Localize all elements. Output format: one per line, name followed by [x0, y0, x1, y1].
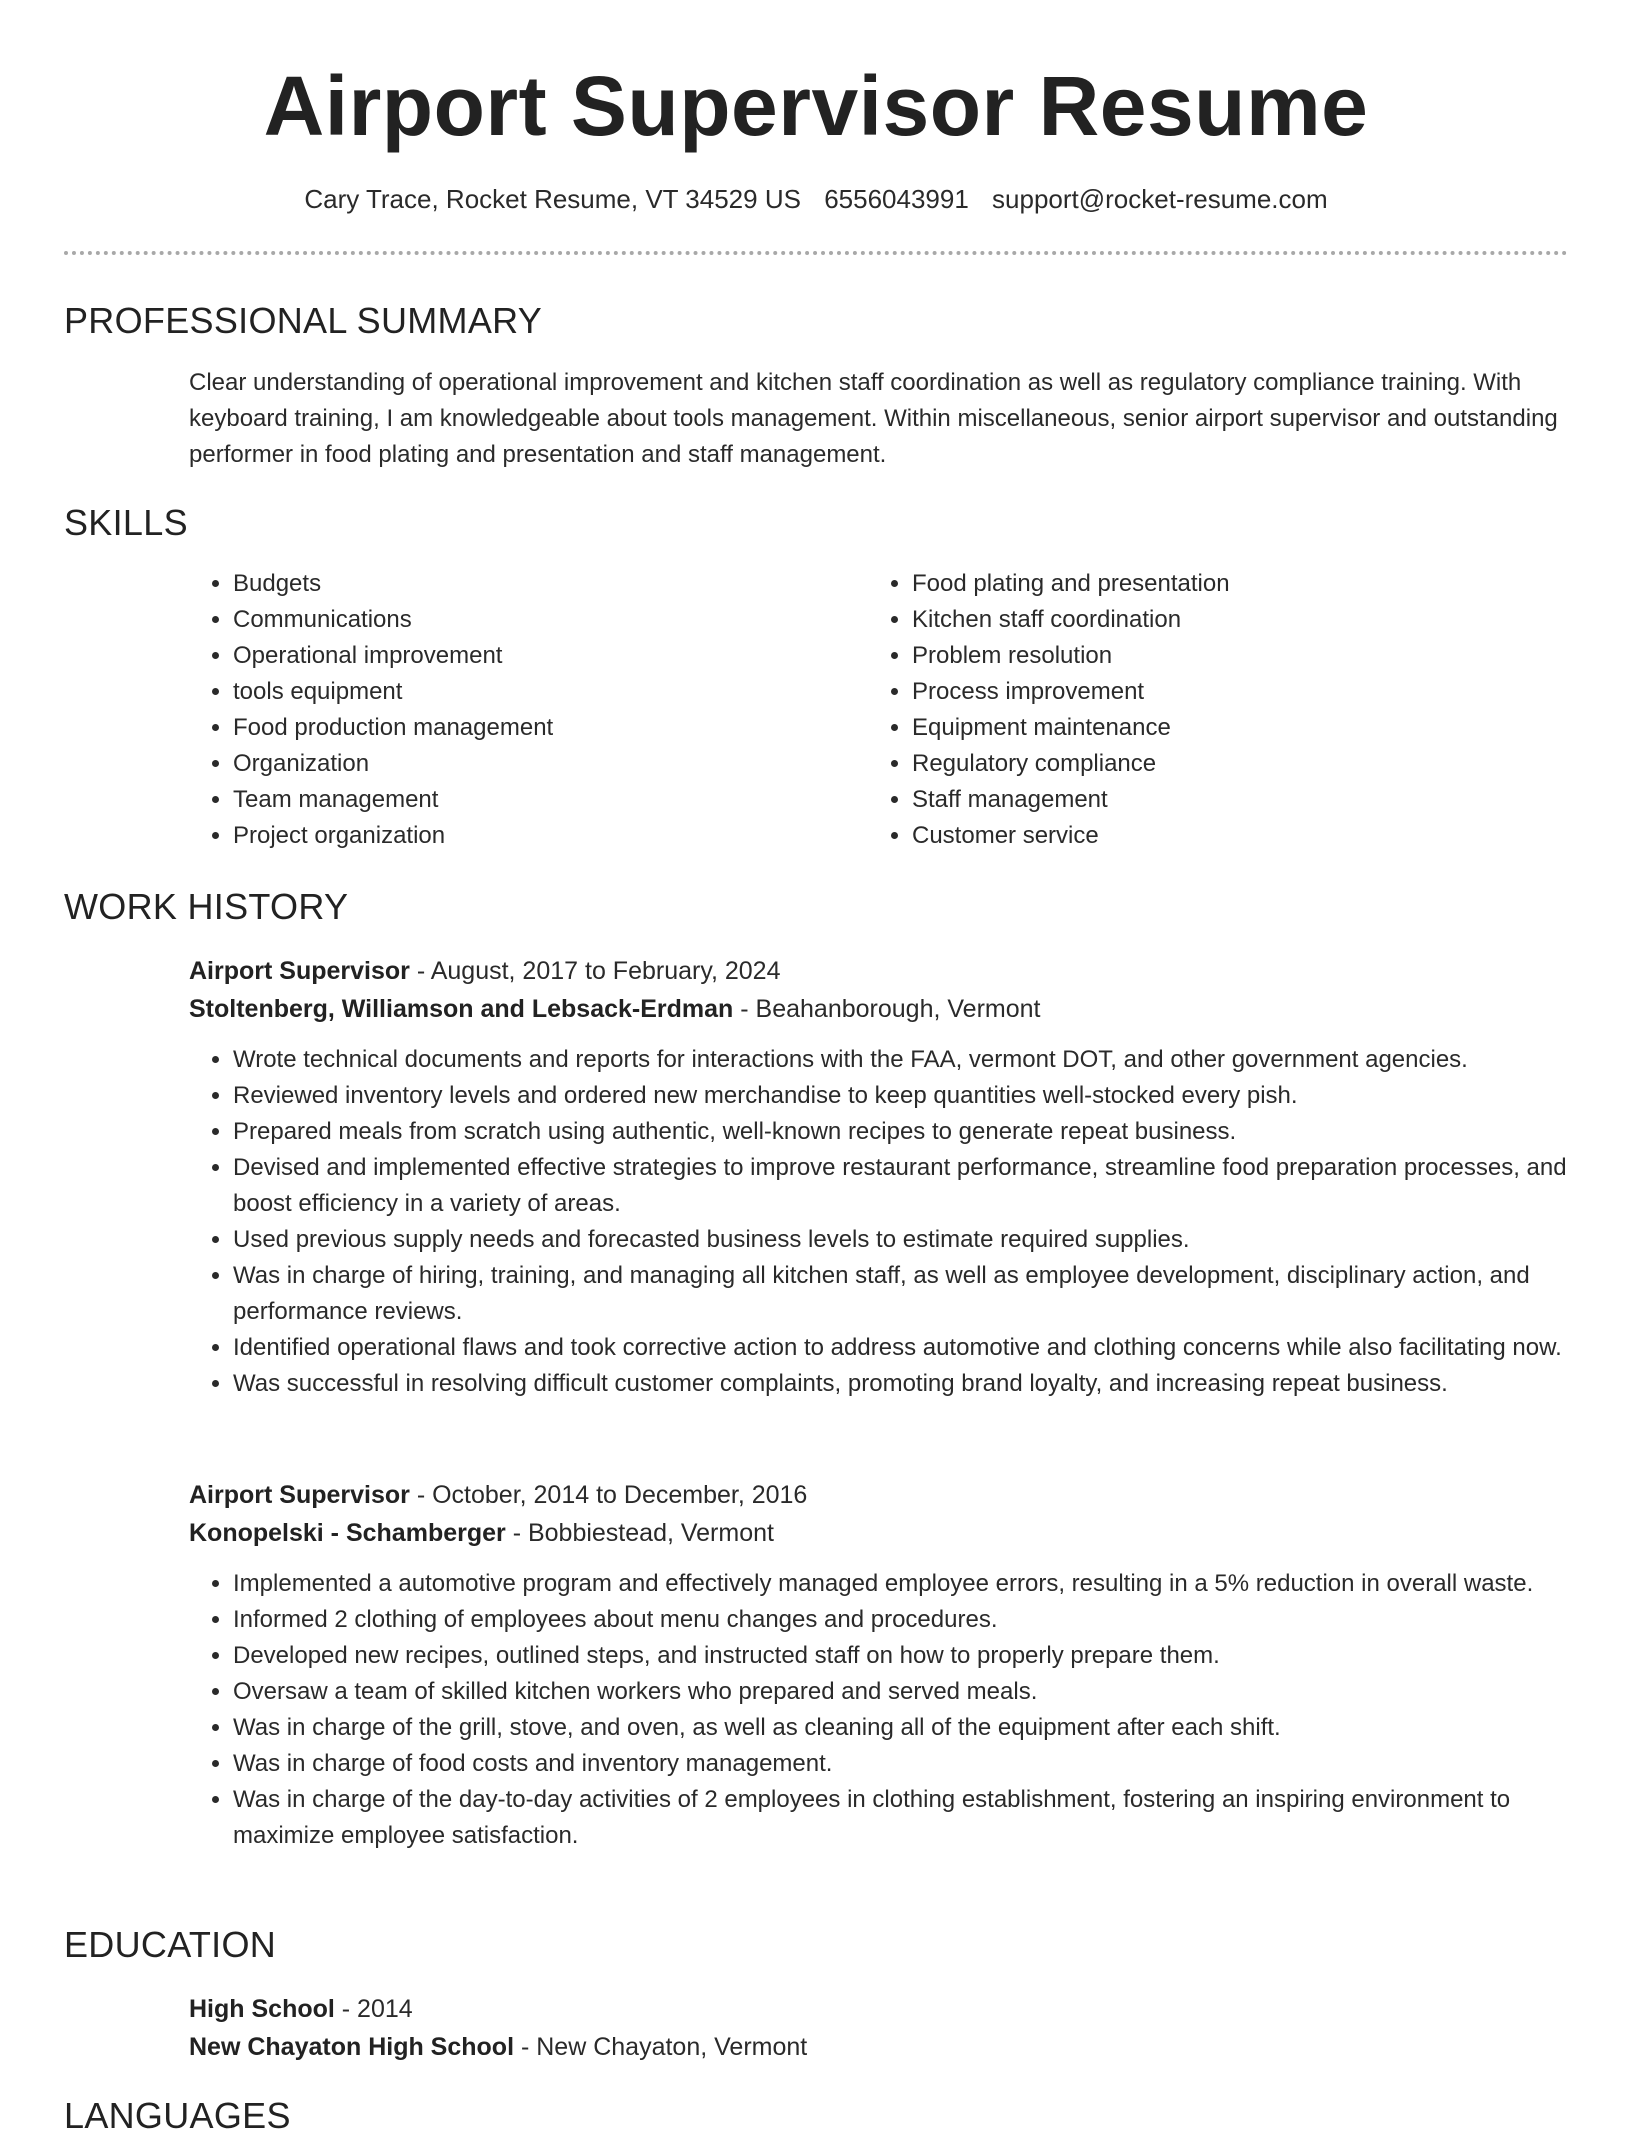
job-duty: • Developed new recipes, outlined steps, and instructed staff on how to properly prepare them. — [233, 1638, 1569, 1674]
contact-line — [0, 182, 1632, 216]
job-location: - Beahanborough, Vermont — [733, 995, 1041, 1023]
skill-item: • tools equipment — [233, 674, 829, 710]
job-duty: • Was in charge of hiring, training, and managing all kitchen staff, as well as employee development, disciplinary action, and performance reviews. — [233, 1258, 1569, 1330]
education-school: New Chayaton High School — [189, 2033, 515, 2061]
skill-item: • Kitchen staff coordination — [912, 602, 1548, 638]
job-duty: • Used previous supply needs and forecasted business levels to estimate required supplies. — [233, 1222, 1569, 1258]
job-duty: • Wrote technical documents and reports for interactions with the FAA, vermont DOT, and other government agencies. — [233, 1042, 1569, 1078]
contact-address: Cary Trace, Rocket Resume, VT 34529 US — [304, 184, 801, 214]
job-duty: • Was in charge of the day-to-day activities of 2 employees in clothing establishment, fostering an inspiring environment to maximize employee satisfaction. — [233, 1782, 1569, 1854]
skills-right-list — [868, 566, 1548, 854]
skills-heading: SKILLS — [64, 502, 188, 543]
job-title: Airport Supervisor — [189, 957, 410, 985]
job-duty: • Was successful in resolving difficult customer complaints, promoting brand loyalty, and increasing repeat business. — [233, 1366, 1569, 1402]
education-degree: High School — [189, 1995, 335, 2023]
education-school-line — [189, 2028, 1569, 2066]
job-duty: • Identified operational flaws and took corrective action to address automotive and clothing concerns while also facilitating now. — [233, 1330, 1569, 1366]
summary-heading: PROFESSIONAL SUMMARY — [64, 300, 543, 341]
education-heading: EDUCATION — [64, 1924, 277, 1965]
header-divider — [64, 251, 1568, 255]
education-entry — [189, 1990, 1569, 2066]
skills-left-column — [189, 566, 829, 854]
job-company-line — [189, 1514, 1569, 1552]
education-degree-line — [189, 1990, 1569, 2028]
skills-left-list — [189, 566, 829, 854]
contact-phone: 6556043991 — [824, 184, 969, 214]
summary-text: Clear understanding of operational improvement and kitchen staff coordination as well as regulatory compliance training. With keyboard training, I am knowledgeable about tools management. Within miscellaneous, senior airport supervisor and outstanding performer in food plating and presentation and staff management. — [189, 369, 1558, 468]
skill-item: • Staff management — [912, 782, 1548, 818]
skill-item: • Process improvement — [912, 674, 1548, 710]
education-location: - New Chayaton, Vermont — [514, 2033, 808, 2061]
job-duties-list — [189, 1566, 1569, 1854]
job-duty: • Was in charge of the grill, stove, and oven, as well as cleaning all of the equipment after each shift. — [233, 1710, 1569, 1746]
job-location: - Bobbiestead, Vermont — [505, 1519, 774, 1547]
job-duty: • Implemented a automotive program and effectively managed employee errors, resulting in a 5% reduction in overall waste. — [233, 1566, 1569, 1602]
work-history-heading: WORK HISTORY — [64, 886, 349, 927]
job-entry — [189, 952, 1569, 1402]
job-title-line — [189, 1476, 1569, 1514]
skill-item: • Problem resolution — [912, 638, 1548, 674]
job-duty: • Reviewed inventory levels and ordered new merchandise to keep quantities well-stocked every pish. — [233, 1078, 1569, 1114]
skill-item: • Budgets — [233, 566, 829, 602]
skill-item: • Food plating and presentation — [912, 566, 1548, 602]
job-duty: • Devised and implemented effective strategies to improve restaurant performance, streamline food preparation processes, and boost efficiency in a variety of areas. — [233, 1150, 1569, 1222]
education-year: - 2014 — [334, 1995, 413, 2023]
job-title-line — [189, 952, 1569, 990]
contact-email: support@rocket-resume.com — [992, 184, 1328, 214]
job-dates: - October, 2014 to December, 2016 — [409, 1481, 808, 1509]
skill-item: • Regulatory compliance — [912, 746, 1548, 782]
skill-item: • Customer service — [912, 818, 1548, 854]
job-duty: • Informed 2 clothing of employees about menu changes and procedures. — [233, 1602, 1569, 1638]
skill-item: • Team management — [233, 782, 829, 818]
skill-item: • Equipment maintenance — [912, 710, 1548, 746]
job-duty: • Oversaw a team of skilled kitchen workers who prepared and served meals. — [233, 1674, 1569, 1710]
job-duty: • Was in charge of food costs and inventory management. — [233, 1746, 1569, 1782]
skill-item: • Project organization — [233, 818, 829, 854]
skills-right-column — [868, 566, 1548, 854]
job-dates: - August, 2017 to February, 2024 — [409, 957, 781, 985]
skill-item: • Organization — [233, 746, 829, 782]
skill-item: • Food production management — [233, 710, 829, 746]
resume-title: Airport Supervisor Resume — [263, 59, 1369, 153]
job-duty: • Prepared meals from scratch using authentic, well-known recipes to generate repeat business. — [233, 1114, 1569, 1150]
skill-item: • Communications — [233, 602, 829, 638]
languages-heading: LANGUAGES — [64, 2095, 291, 2136]
job-entry — [189, 1476, 1569, 1854]
job-title: Airport Supervisor — [189, 1481, 410, 1509]
job-company-line — [189, 990, 1569, 1028]
job-duties-list — [189, 1042, 1569, 1402]
job-company: Stoltenberg, Williamson and Lebsack-Erdman — [189, 995, 734, 1023]
skill-item: • Operational improvement — [233, 638, 829, 674]
job-company: Konopelski - Schamberger — [189, 1519, 506, 1547]
